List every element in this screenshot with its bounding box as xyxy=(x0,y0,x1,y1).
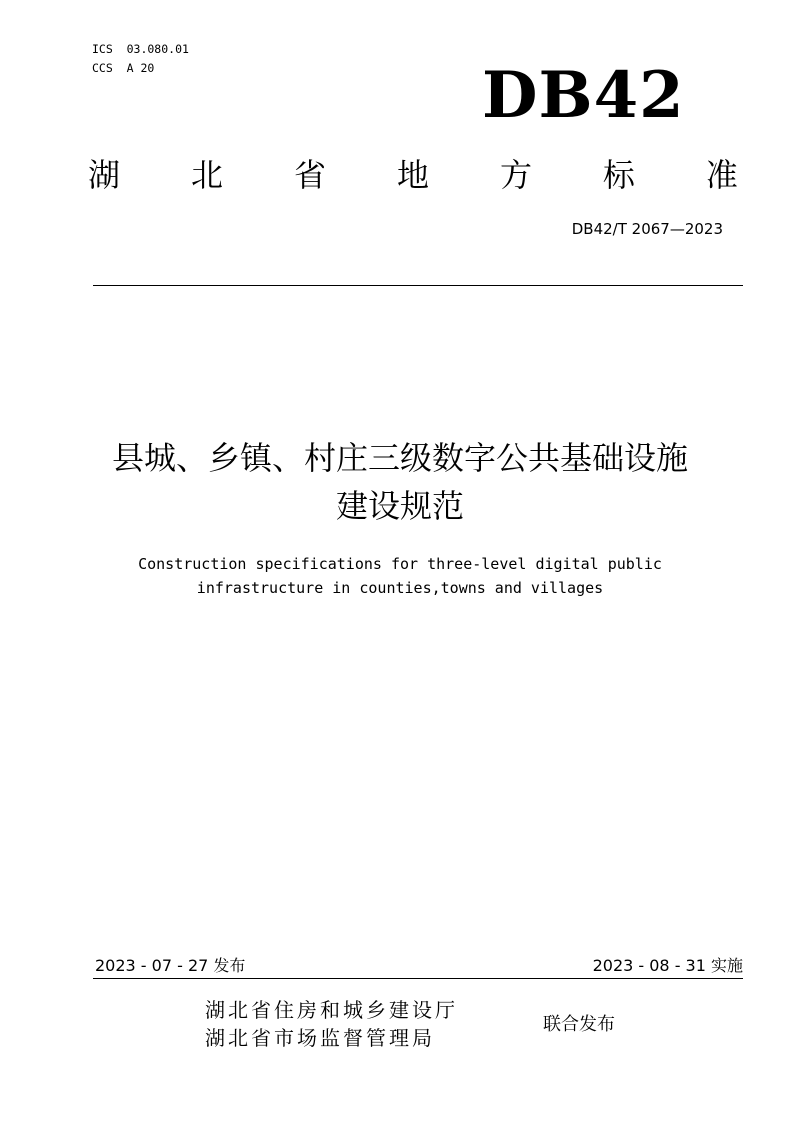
chinese-title-line: 县城、乡镇、村庄三级数字公共基础设施 xyxy=(111,439,688,477)
top-divider xyxy=(93,285,743,286)
chinese-title-line: 建设规范 xyxy=(335,487,464,525)
standard-type-char: 方 xyxy=(499,156,532,194)
db-standard-mark: DB42 xyxy=(482,58,685,133)
standard-type-title xyxy=(88,152,738,198)
standard-type-char: 湖 xyxy=(88,156,121,194)
standard-type-char: 地 xyxy=(396,156,429,194)
standard-number: DB42/T 2067—2023 xyxy=(571,220,723,238)
standard-type-char: 准 xyxy=(705,156,738,194)
classification-codes xyxy=(92,40,189,78)
chinese-title xyxy=(60,434,740,530)
issue-date: 2023 - 07 - 27 发布 xyxy=(95,956,246,975)
issuer-housing-department: 湖北省住房和城乡建设厅 xyxy=(205,998,458,1022)
ics-code: ICS 03.080.01 xyxy=(92,42,189,56)
bottom-divider xyxy=(93,978,743,979)
ccs-code: CCS A 20 xyxy=(92,61,155,75)
issuing-authorities xyxy=(205,996,458,1052)
english-title-line: Construction specifications for three-level digital public xyxy=(138,555,662,573)
standard-type-char: 省 xyxy=(293,156,326,194)
standard-type-char: 北 xyxy=(190,156,223,194)
joint-release-label: 联合发布 xyxy=(543,1014,615,1035)
english-title xyxy=(60,552,740,600)
implementation-date: 2023 - 08 - 31 实施 xyxy=(592,956,743,975)
issuer-market-regulation-bureau: 湖北省市场监督管理局 xyxy=(205,1026,435,1050)
english-title-line: infrastructure in counties,towns and villages xyxy=(196,579,604,597)
standard-type-char: 标 xyxy=(602,156,635,194)
